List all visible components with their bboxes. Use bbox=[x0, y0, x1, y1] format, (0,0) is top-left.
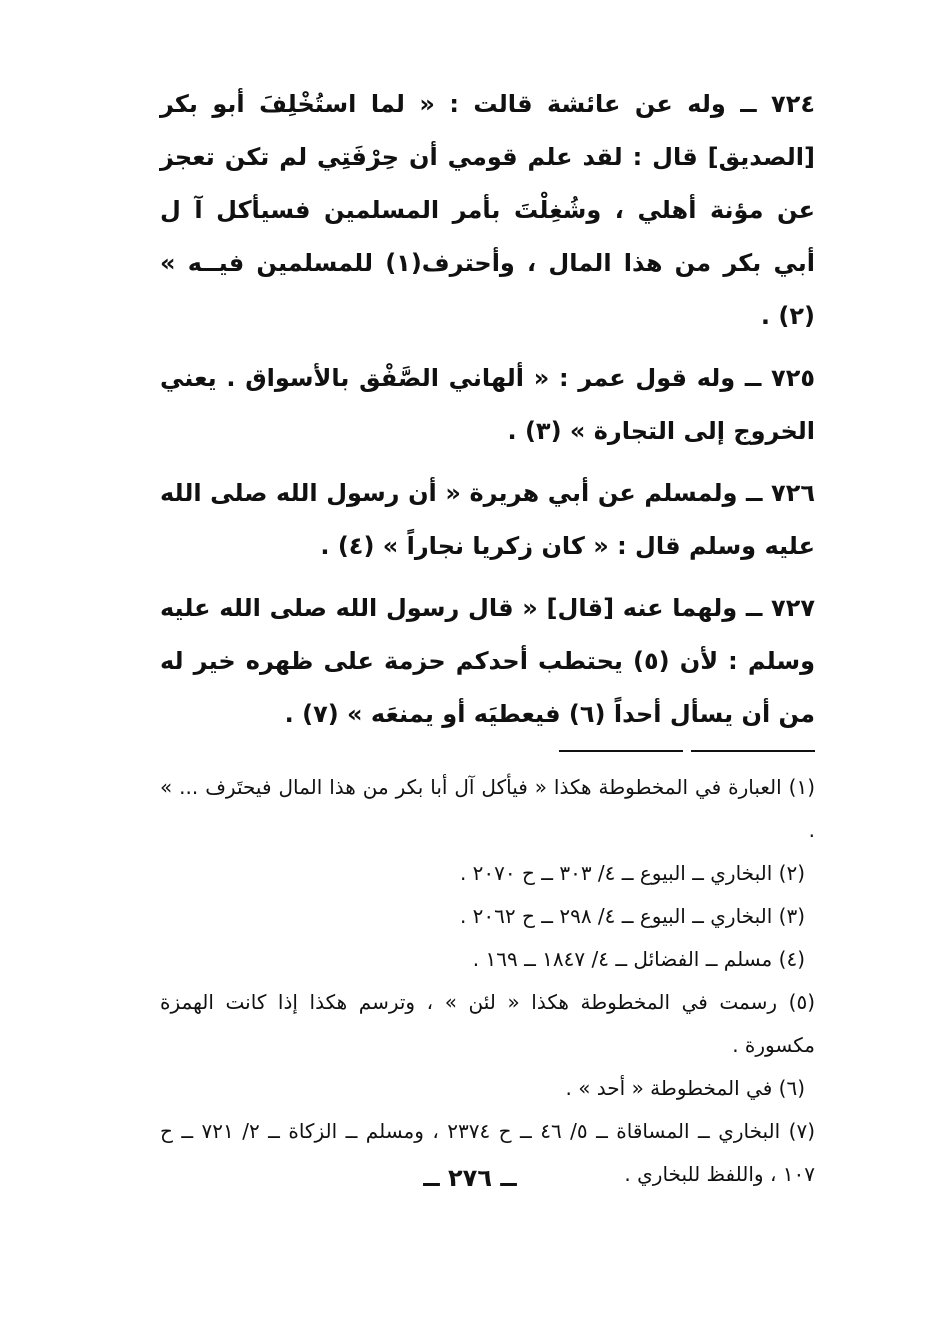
page-number: ــ ٢٧٦ ــ bbox=[423, 1164, 517, 1192]
footnote-5 bbox=[160, 981, 815, 1067]
hadith-725 bbox=[160, 352, 815, 458]
footnote-text: (١) العبارة في المخطوطة هكذا « فيأكل آل أبا بكر من هذا المال فيحتَرف ... » . bbox=[160, 775, 815, 842]
footnote-text: (٦) في المخطوطة « أحد » . bbox=[565, 1076, 805, 1100]
hadith-text: ٧٢٧ ــ ولهما عنه [قال] « قال رسول الله صلى الله عليه وسلم : لأن (٥) يحتطب أحدكم حزمة على ظهره خير له من أن يسأل أحداً (٦) فيعطيَه أو يمنعَه » (٧) . bbox=[160, 594, 816, 728]
separator-line bbox=[691, 750, 815, 752]
footnote-1 bbox=[160, 766, 815, 852]
footnote-separator bbox=[160, 750, 815, 752]
hadith-text: ٧٢٤ ــ وله عن عائشة قالت : « لما استُخْلِفَ أبو بكر [الصديق] قال : لقد علم قومي أن حِرْفَتِي لم تكن تعجز عن مؤنة أهلي ، وشُغِلْتَ بأمر المسلمين فسيأكل آ ل أبي بكر من هذا المال ، وأحترف(١) للمسلمين فيــه » (٢) . bbox=[160, 90, 815, 330]
hadith-text: ٧٢٥ ــ وله قول عمر : « ألهاني الصَّفْق بالأسواق . يعني الخروج إلى التجارة » (٣) . bbox=[160, 364, 815, 445]
footnote-text: (٣) البخاري ــ البيوع ــ ٤/ ٢٩٨ ــ ح ٢٠٦٢ . bbox=[459, 904, 805, 928]
hadith-727 bbox=[160, 582, 815, 741]
hadith-726 bbox=[160, 467, 815, 573]
footnotes bbox=[160, 766, 815, 1196]
separator-line bbox=[559, 750, 683, 752]
footnote-text: (٧) البخاري ــ المساقاة ــ ٥/ ٤٦ ــ ح ٢٣٧٤ ، ومسلم ــ الزكاة ــ ٢/ ٧٢١ ــ ح ١٠٧ ، واللفظ للبخاري . bbox=[160, 1119, 816, 1186]
footnote-text: (٢) البخاري ــ البيوع ــ ٤/ ٣٠٣ ــ ح ٢٠٧٠ . bbox=[459, 861, 805, 885]
footnote-4 bbox=[160, 938, 815, 981]
footnote-text: (٥) رسمت في المخطوطة هكذا « لئن » ، وترسم هكذا إذا كانت الهمزة مكسورة . bbox=[160, 990, 815, 1057]
footnote-6 bbox=[160, 1067, 815, 1110]
hadith-list bbox=[160, 78, 815, 741]
hadith-724 bbox=[160, 78, 815, 343]
hadith-text: ٧٢٦ ــ ولمسلم عن أبي هريرة « أن رسول الله صلى الله عليه وسلم قال : « كان زكريا نجاراً » (٤) . bbox=[160, 479, 815, 560]
footnote-2 bbox=[160, 852, 815, 895]
footnote-3 bbox=[160, 895, 815, 938]
footnote-text: (٤) مسلم ــ الفضائل ــ ٤/ ١٨٤٧ ــ ١٦٩ . bbox=[472, 947, 805, 971]
